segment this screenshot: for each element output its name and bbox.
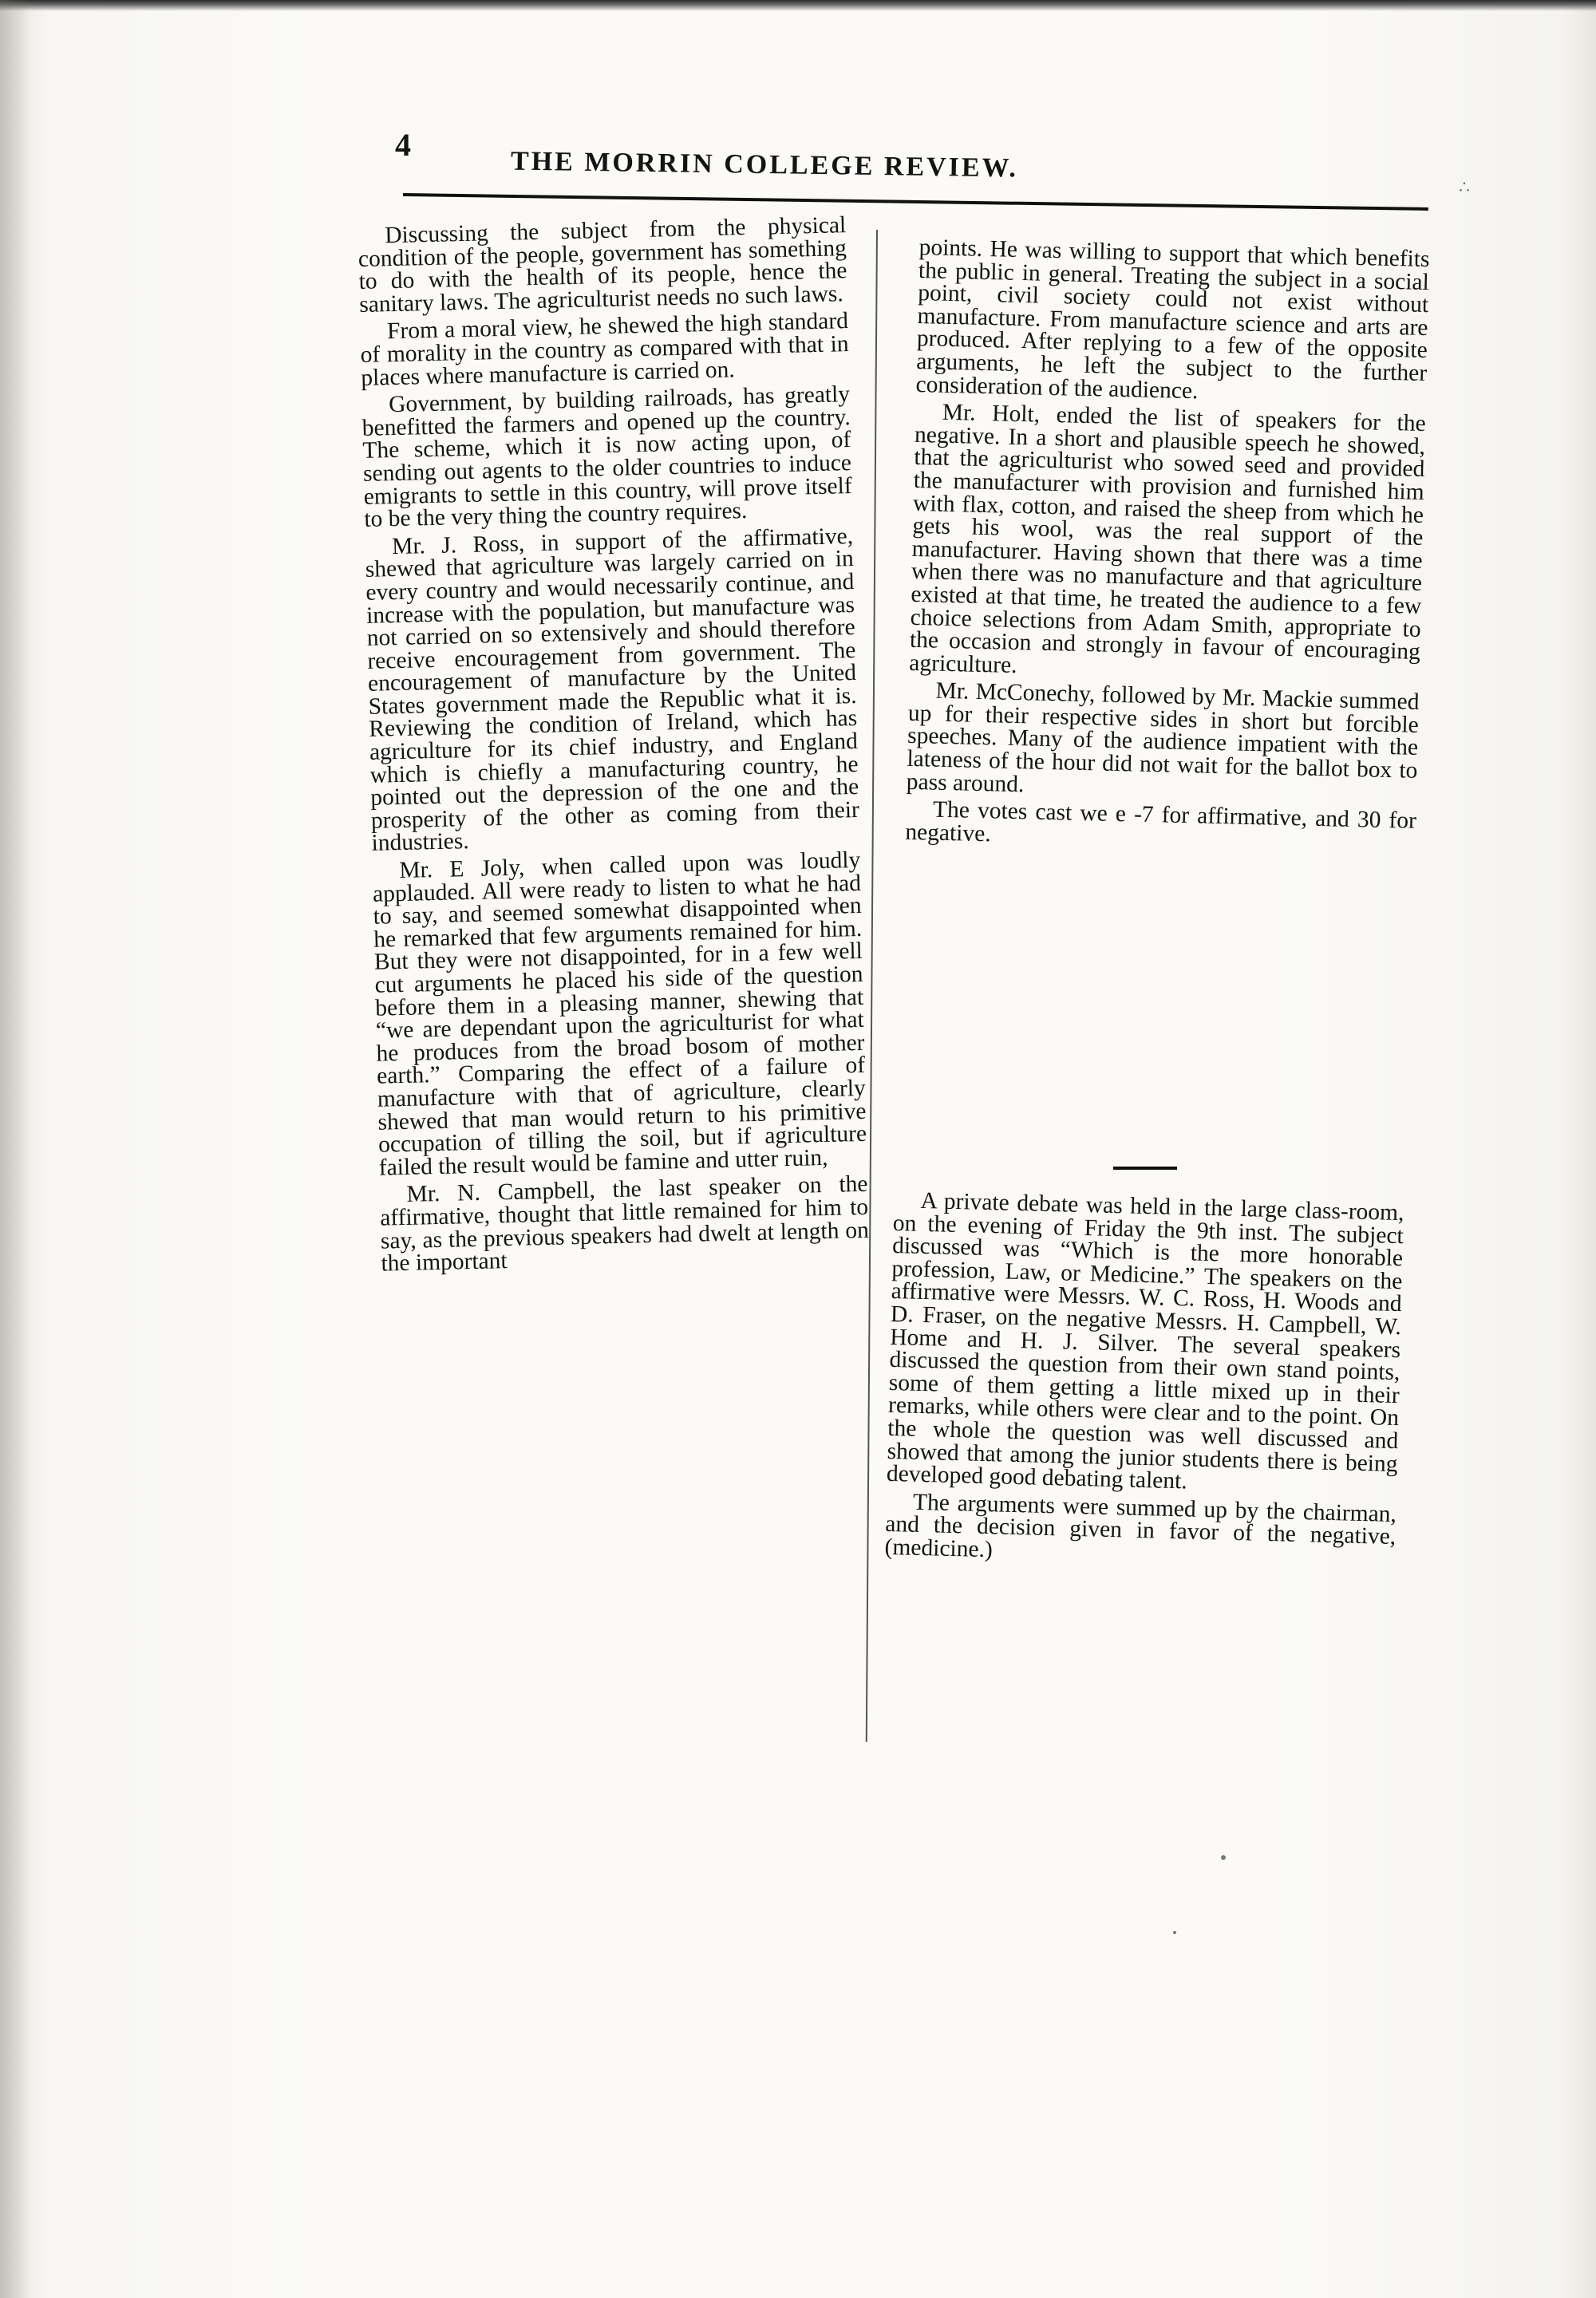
header-rule — [403, 193, 1428, 211]
left-column — [358, 214, 870, 1280]
right-column-bottom — [884, 1189, 1404, 1577]
running-head: THE MORRIN COLLEGE REVIEW. — [510, 146, 1019, 184]
paragraph: Discussing the subject from the physical condition of the people, government has something to do with the health of its people, hence the sanitary laws. The agriculturist needs no such laws. — [358, 212, 847, 318]
section-separator-rule — [1113, 1167, 1177, 1170]
paragraph: Mr. Holt, ended the list of speakers for the negative. In a short and plausible speech he showed, that the agriculturist who sowed seed and provided the manufacturer with provision and furnished him with flax, cotton, and raised the sheep from which he gets his wool, was the real support of the manufacturer. Having shown that there was a time when there was no manufacture and that agriculture existed at that time, he treated the audience to a few choice selections from Adam Smith, appropriate to the occasion and strongly in favour of encouraging agriculture. — [909, 399, 1427, 678]
paragraph: The arguments were summed up by the chairman, and the decision given in favor of the negative, (medicine.) — [884, 1489, 1397, 1563]
page-left-shadow — [0, 0, 32, 2298]
paragraph: The votes cast we e -7 for affirmative, and 30 for negative. — [905, 796, 1417, 847]
paragraph: From a moral view, he shewed the high standard of morality in the country as compared with that in places where manufacture is carried on. — [360, 308, 849, 391]
paragraph: Mr. McConechy, followed by Mr. Mackie summed up for their respective sides in short but forcible speeches. Many of the audience impatient with the lateness of the hour did not wait for the ballot box to pass around. — [906, 677, 1420, 797]
page-top-edge — [0, 0, 1596, 11]
paragraph: Mr. N. Campbell, the last speaker on the affirmative, thought that little remained for him to say, as the previous speakers had dwelt at length on the important — [379, 1171, 870, 1277]
paragraph: A private debate was held in the large class-room, on the evening of Friday the 9th inst. The subject discussed was “Which is the more honorable profession, Law, or Medicine.” The speakers on the affirmative were Messrs. W. C. Ross, H. Woods and D. Fraser, on the negative Messrs. H. Campbell, W. Home and H. J. Silver. The several speakers discussed the question from their own stand points, some of them getting a little mixed up in their remarks, while others were clear and to the point. On the whole the question was well discussed and showed that among the junior students there is being developed good debating talent. — [886, 1187, 1404, 1494]
paragraph: Mr. J. Ross, in support of the affirmative, shewed that agriculture was largely carried on in every country and would necessarily continue, and increase with the population, but manufacture was not carried on so extensively and should therefore receive encouragement from government. The encouragement of manufacture by the United States government made the Republic what it is. Reviewing the condition of Ireland, which has agriculture for its chief industry, and England which is chiefly a manufacturing country, he pointed out the depression of the one and the prosperity of the other as coming from their industries. — [365, 523, 860, 857]
paragraph: points. He was willing to support that which benefits the public in general. Treating the subject in a social point, civil society could not exist without manufacture. From manufacture science and arts are produced. After replying to a few of the opposite arguments, he left the subject to the further consideration of the audience. — [915, 235, 1430, 404]
ink-speck — [1173, 1931, 1176, 1934]
right-column-top — [905, 236, 1430, 860]
paragraph: Mr. E Joly, when called upon was loudly applauded. All were ready to listen to what he had to say, and seemed somewhat disappointed when he remarked that few arguments remained for him. But they were not disappointed, for in a few well cut arguments he placed his side of the question before them in a pleasing manner, shewing that “we are dependant upon the agriculturist for what he produces from the broad bosom of mother earth.” Comparing the effect of a failure of manufacture with that of agriculture, clearly shewed that man would return to his primitive occupation of tilling the soil, but if agriculture failed the result would be famine and utter ruin, — [372, 847, 867, 1181]
paragraph: Government, by building railroads, has greatly benefitted the farmers and opened up the country. The scheme, which it is now acting upon, of sending out agents to the older countries to induce emigrants to settle in this country, will prove itself to be the very thing the country requires. — [361, 381, 852, 533]
page-number: 4 — [395, 127, 411, 163]
ink-speck — [1221, 1855, 1226, 1860]
stray-ink-mark: ∴ — [1459, 177, 1470, 197]
column-divider — [866, 230, 878, 1742]
